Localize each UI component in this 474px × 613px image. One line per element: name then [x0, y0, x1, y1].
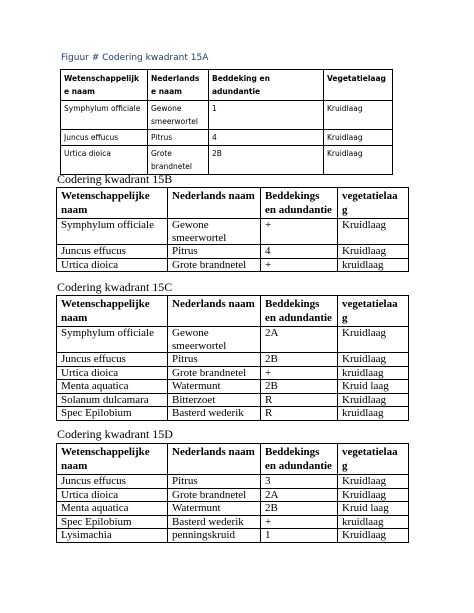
table-cell: Basterd wederik — [168, 515, 261, 529]
table-cell: 2A — [261, 488, 338, 502]
column-header: Beddekings en adundantie — [261, 188, 338, 219]
table-row — [57, 488, 409, 502]
table-row — [57, 219, 409, 245]
table-row — [57, 258, 409, 272]
heading-15b: Codering kwadrant 15B — [57, 172, 173, 186]
table-cell: Menta aquatica — [57, 380, 168, 394]
table-cell: Juncus effucus — [57, 245, 168, 259]
column-header: Wetenschappelijke naam — [57, 188, 168, 219]
table-cell: Kruidlaag — [338, 245, 409, 259]
column-header: vegetatielaa g — [338, 188, 409, 219]
table-cell: R — [261, 393, 338, 407]
table-cell: 2B — [261, 502, 338, 516]
table-cell: 2A — [261, 327, 338, 353]
table-row — [57, 502, 409, 516]
header-row — [57, 188, 409, 219]
table-cell: Kruidlaag — [338, 353, 409, 367]
table-cell: Kruid laag — [338, 380, 409, 394]
table-cell: Watermunt — [168, 502, 261, 516]
table-cell: Juncus effucus — [61, 130, 148, 146]
table-cell: Pitrus — [148, 130, 209, 146]
table-cell: Pitrus — [168, 475, 261, 489]
table-row — [61, 130, 393, 146]
table-row — [57, 529, 409, 543]
column-header: vegetatielaa g — [338, 444, 409, 475]
table-row — [57, 380, 409, 394]
column-header: Beddeking en adundantie — [209, 70, 324, 101]
table-row — [57, 393, 409, 407]
table-cell: Kruidlaag — [324, 130, 393, 146]
table-cell: Pitrus — [168, 245, 261, 259]
figure-caption: Figuur # Codering kwadrant 15A — [61, 53, 209, 63]
table-cell: Symphylum officiale — [61, 101, 148, 130]
column-header: Wetenschappelijke naam — [57, 296, 168, 327]
table-cell: penningskruid — [168, 529, 261, 543]
header-row — [61, 70, 393, 101]
table-row — [57, 515, 409, 529]
table-cell: + — [261, 366, 338, 380]
column-header: Wetenschappelijk e naam — [61, 70, 148, 101]
table-cell: Gewone smeerwortel — [148, 101, 209, 130]
table-cell: + — [261, 515, 338, 529]
column-header: Nederlands naam — [168, 444, 261, 475]
table-cell: Solanum dulcamara — [57, 393, 168, 407]
table-cell: Urtica dioica — [57, 488, 168, 502]
table-cell: kruidlaag — [338, 515, 409, 529]
table-cell: 3 — [261, 475, 338, 489]
table-cell: 1 — [209, 101, 324, 130]
column-header: Wetenschappelijke naam — [57, 444, 168, 475]
table-row — [57, 327, 409, 353]
column-header: vegetatielaa g — [338, 296, 409, 327]
table-cell: Bitterzoet — [168, 393, 261, 407]
heading-15d: Codering kwadrant 15D — [57, 427, 173, 441]
table-15d — [56, 443, 409, 543]
table-cell: Gewone smeerwortel — [168, 219, 261, 245]
table-cell: Kruidlaag — [338, 393, 409, 407]
table-row — [61, 146, 393, 175]
table-cell: Urtica dioica — [61, 146, 148, 175]
table-cell: Spec Epilobium — [57, 407, 168, 421]
table-cell: kruidlaag — [338, 366, 409, 380]
column-header: Vegetatielaag — [324, 70, 393, 101]
heading-15c: Codering kwadrant 15C — [57, 280, 173, 294]
table-cell: Kruidlaag — [324, 101, 393, 130]
table-cell: Kruidlaag — [338, 488, 409, 502]
table-cell: Basterd wederik — [168, 407, 261, 421]
table-cell: Juncus effucus — [57, 353, 168, 367]
table-cell: Grote brandnetel — [168, 488, 261, 502]
table-cell: 2B — [209, 146, 324, 175]
table-cell: 2B — [261, 380, 338, 394]
table-cell: Symphylum officiale — [57, 219, 168, 245]
column-header: Nederlands e naam — [148, 70, 209, 101]
table-cell: 1 — [261, 529, 338, 543]
table-cell: Lysimachia — [57, 529, 168, 543]
table-row — [57, 475, 409, 489]
table-cell: Kruidlaag — [324, 146, 393, 175]
table-cell: Kruidlaag — [338, 529, 409, 543]
table-cell: Grote brandnetel — [168, 366, 261, 380]
table-cell: Watermunt — [168, 380, 261, 394]
header-row — [57, 444, 409, 475]
table-cell: 4 — [209, 130, 324, 146]
table-cell: R — [261, 407, 338, 421]
table-15b — [56, 187, 409, 272]
table-cell: Urtica dioica — [57, 366, 168, 380]
table-cell: 2B — [261, 353, 338, 367]
table-15c — [56, 295, 409, 421]
column-header: Nederlands naam — [168, 296, 261, 327]
table-row — [57, 353, 409, 367]
table-cell: Grote brandnetel — [148, 146, 209, 175]
table-cell: + — [261, 219, 338, 245]
table-row — [57, 366, 409, 380]
table-row — [61, 101, 393, 130]
column-header: Nederlands naam — [168, 188, 261, 219]
table-cell: 4 — [261, 245, 338, 259]
table-cell: kruidlaag — [338, 407, 409, 421]
table-cell: Grote brandnetel — [168, 258, 261, 272]
table-cell: Urtica dioica — [57, 258, 168, 272]
table-15a — [60, 69, 393, 175]
table-cell: Pitrus — [168, 353, 261, 367]
table-cell: Kruidlaag — [338, 475, 409, 489]
column-header: Beddekings en adundantie — [261, 444, 338, 475]
table-cell: + — [261, 258, 338, 272]
table-cell: Kruid laag — [338, 502, 409, 516]
table-cell: Kruidlaag — [338, 219, 409, 245]
table-cell: Juncus effucus — [57, 475, 168, 489]
table-row — [57, 407, 409, 421]
table-cell: Kruidlaag — [338, 327, 409, 353]
table-cell: Symphylum officiale — [57, 327, 168, 353]
table-row — [57, 245, 409, 259]
table-cell: Gewone smeerwortel — [168, 327, 261, 353]
table-cell: Spec Epilobium — [57, 515, 168, 529]
column-header: Beddekings en adundantie — [261, 296, 338, 327]
table-cell: kruidlaag — [338, 258, 409, 272]
table-cell: Menta aquatica — [57, 502, 168, 516]
header-row — [57, 296, 409, 327]
